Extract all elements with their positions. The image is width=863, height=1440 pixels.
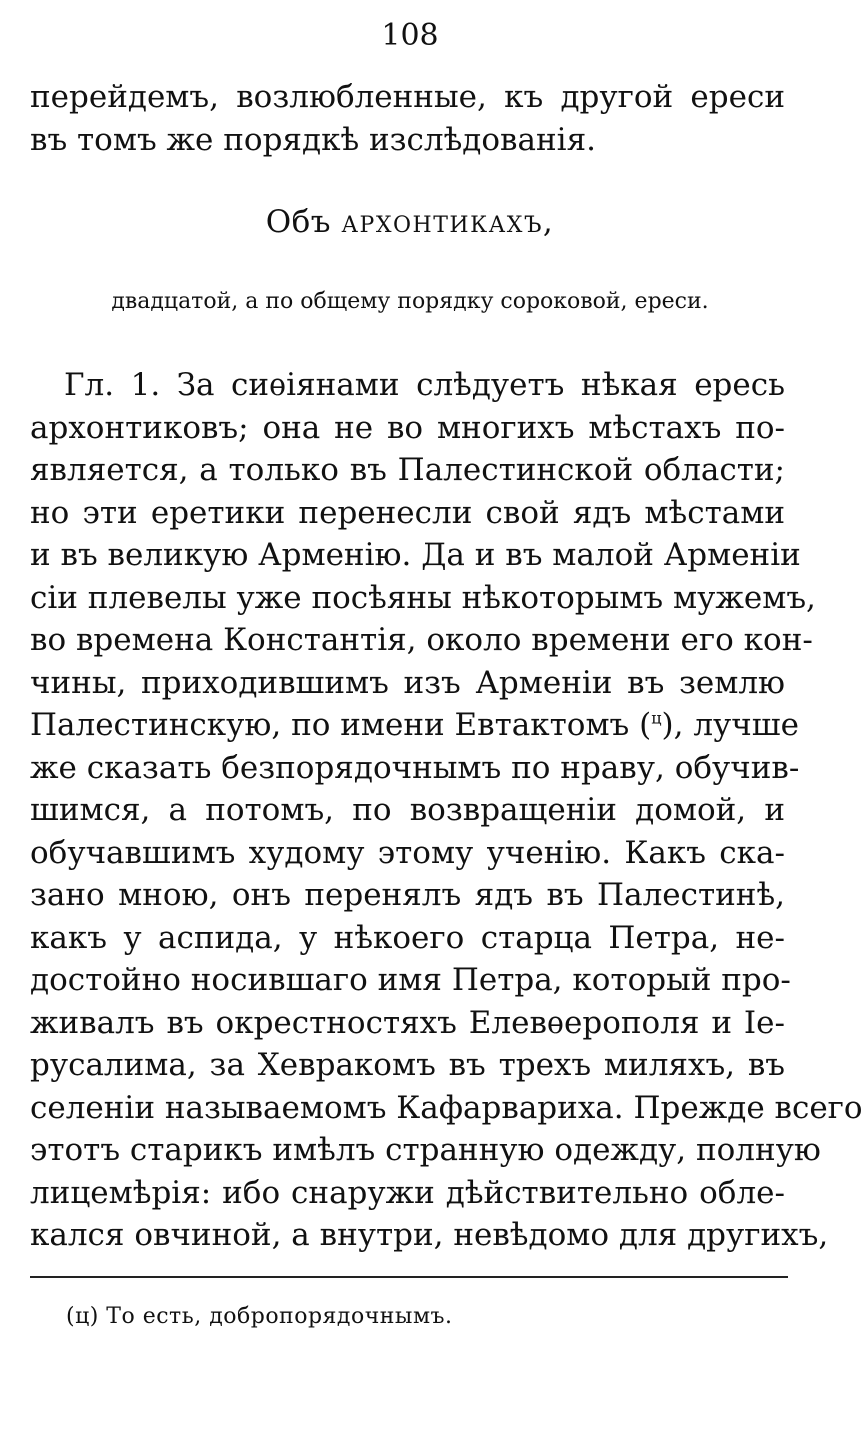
paragraph-line-1: Гл. 1. За сиѳіянами слѣдуетъ нѣкая ересь — [64, 367, 785, 403]
paragraph-line-7: во времена Константія, около времени его кон- — [30, 622, 813, 658]
paragraph-line-19: этотъ старикъ имѣлъ странную одежду, полную — [30, 1132, 821, 1168]
paragraph-line-15: достойно носившаго имя Петра, который про- — [30, 962, 791, 998]
paragraph-line-14: какъ у аспида, у нѣкоего старца Петра, не- — [30, 920, 785, 956]
paragraph-line-4: но эти еретики перенесли свой ядъ мѣстами — [30, 495, 785, 531]
paragraph-line-12: обучавшимъ худому этому ученію. Какъ ска- — [30, 835, 785, 871]
paragraph-line-16: живалъ въ окрестностяхъ Елевѳерополя и Іе- — [30, 1005, 785, 1041]
footnote-reference: ($^ц$), лучше — [639, 707, 799, 743]
footnote-divider — [30, 1276, 788, 1278]
footnote-mark: ц — [651, 708, 662, 728]
intro-line-2: въ томъ же порядкѣ изслѣдованія. — [30, 122, 596, 158]
paragraph-line-20: лицемѣрія: ибо снаружи дѣйствительно обле- — [30, 1175, 785, 1211]
paragraph-line-6: сіи плевелы уже посѣяны нѣкоторымъ мужемъ, — [30, 580, 816, 616]
section-title — [0, 200, 820, 244]
paragraph-line-5: и въ великую Арменію. Да и въ малой Арменіи — [30, 537, 801, 573]
paragraph-line-18: селеніи называемомъ Кафарвариха. Прежде всего — [30, 1090, 863, 1126]
page-number: 108 — [381, 18, 439, 53]
section-title-name: архонтикахъ, — [341, 204, 555, 240]
section-subtitle: двадцатой, а по общему порядку сороковой, ереси. — [111, 289, 709, 314]
paragraph-line-8: чины, приходившимъ изъ Арменіи въ землю — [30, 665, 785, 701]
paragraph-line-9-text: Палестинскую, по имени Евтактомъ — [30, 707, 630, 743]
intro-line-1: перейдемъ, возлюбленные, къ другой ереси — [30, 79, 785, 115]
footnote-text: (ц) То есть, добропорядочнымъ. — [66, 1304, 453, 1329]
paragraph-line-11: шимся, а потомъ, по возвращеніи домой, и — [30, 792, 785, 828]
paragraph-line-17: русалима, за Хевракомъ въ трехъ миляхъ, въ — [30, 1047, 785, 1083]
paragraph-line-9 — [30, 704, 799, 747]
paragraph-line-10: же сказать безпорядочнымъ по нраву, обучив- — [30, 750, 800, 786]
paragraph-line-13: зано мною, онъ перенялъ ядъ въ Палестинѣ, — [30, 877, 785, 913]
paragraph-line-3: является, а только въ Палестинской области; — [30, 452, 785, 488]
paragraph-line-2: архонтиковъ; она не во многихъ мѣстахъ по- — [30, 410, 785, 446]
section-title-prefix: Объ — [265, 204, 332, 240]
paragraph-line-21: кался овчиной, а внутри, невѣдомо для другихъ, — [30, 1217, 829, 1253]
